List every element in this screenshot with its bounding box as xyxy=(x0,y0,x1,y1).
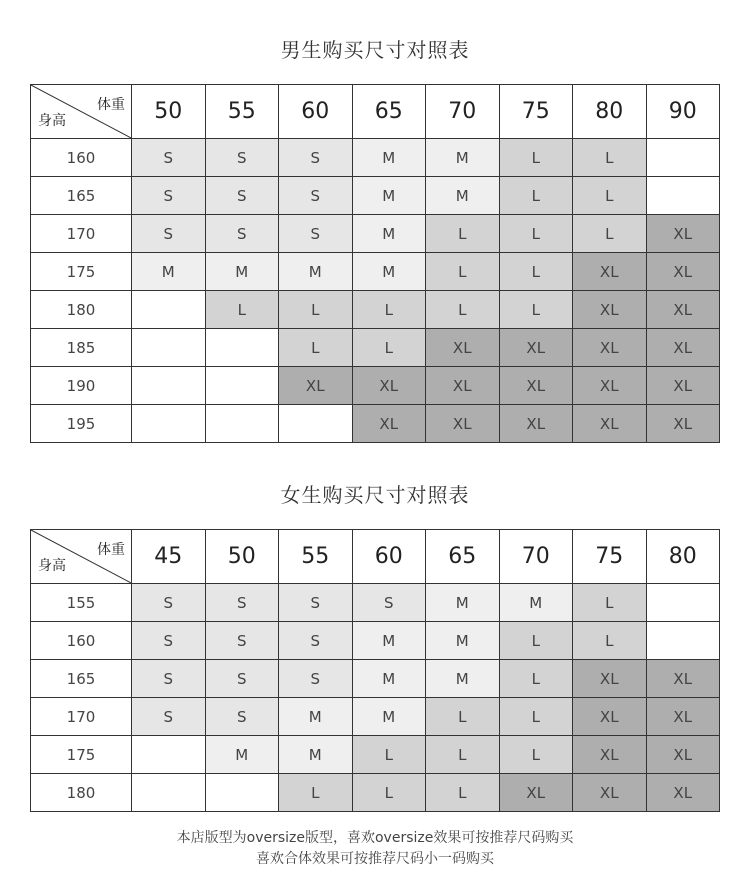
size-cell: S xyxy=(132,177,206,215)
empty-size-cell xyxy=(132,291,206,329)
size-cell: M xyxy=(426,660,500,698)
empty-size-cell xyxy=(132,736,206,774)
size-cell: S xyxy=(205,139,279,177)
size-cell: XL xyxy=(573,774,647,812)
size-cell: S xyxy=(205,584,279,622)
weight-header-cell: 80 xyxy=(646,530,720,584)
size-cell: L xyxy=(426,291,500,329)
weight-header-cell: 75 xyxy=(499,85,573,139)
size-cell: XL xyxy=(646,405,720,443)
size-cell: L xyxy=(426,215,500,253)
height-cell: 175 xyxy=(31,253,132,291)
size-cell: M xyxy=(352,253,426,291)
size-cell: XL xyxy=(646,698,720,736)
size-row xyxy=(31,622,720,660)
size-cell: L xyxy=(352,774,426,812)
size-row xyxy=(31,774,720,812)
size-cell: L xyxy=(499,139,573,177)
weight-header-cell: 50 xyxy=(205,530,279,584)
size-cell: XL xyxy=(646,291,720,329)
size-cell: M xyxy=(205,253,279,291)
size-cell: XL xyxy=(646,367,720,405)
size-cell: XL xyxy=(646,329,720,367)
corner-header-cell xyxy=(31,530,132,584)
size-cell: S xyxy=(132,139,206,177)
size-cell: L xyxy=(352,291,426,329)
size-cell: M xyxy=(352,215,426,253)
size-cell: S xyxy=(132,215,206,253)
empty-size-cell xyxy=(646,584,720,622)
size-cell: L xyxy=(573,215,647,253)
size-cell: XL xyxy=(352,367,426,405)
size-cell: L xyxy=(573,622,647,660)
height-cell: 165 xyxy=(31,660,132,698)
size-row xyxy=(31,215,720,253)
size-cell: L xyxy=(352,329,426,367)
size-cell: S xyxy=(132,584,206,622)
size-cell: L xyxy=(426,736,500,774)
size-cell: L xyxy=(279,774,353,812)
size-row xyxy=(31,698,720,736)
empty-size-cell xyxy=(205,329,279,367)
height-cell: 165 xyxy=(31,177,132,215)
height-cell: 170 xyxy=(31,698,132,736)
women-size-chart-table xyxy=(30,529,720,812)
size-cell: M xyxy=(279,736,353,774)
height-axis-label: 身高 xyxy=(38,558,66,574)
size-cell: L xyxy=(352,736,426,774)
size-cell: L xyxy=(499,177,573,215)
height-cell: 160 xyxy=(31,139,132,177)
size-cell: S xyxy=(352,584,426,622)
size-cell: S xyxy=(279,139,353,177)
size-cell: L xyxy=(573,139,647,177)
size-cell: L xyxy=(426,698,500,736)
men-size-chart-title: 男生购买尺寸对照表 xyxy=(280,38,470,62)
size-cell: M xyxy=(352,698,426,736)
size-cell: L xyxy=(499,698,573,736)
size-row xyxy=(31,660,720,698)
size-cell: M xyxy=(279,698,353,736)
empty-size-cell xyxy=(132,329,206,367)
size-row xyxy=(31,329,720,367)
size-cell: S xyxy=(279,177,353,215)
weight-header-cell: 90 xyxy=(646,85,720,139)
height-cell: 180 xyxy=(31,774,132,812)
size-cell: XL xyxy=(426,329,500,367)
size-cell: XL xyxy=(646,660,720,698)
height-cell: 160 xyxy=(31,622,132,660)
weight-axis-label: 体重 xyxy=(97,542,125,558)
empty-size-cell xyxy=(646,622,720,660)
weight-header-cell: 70 xyxy=(426,85,500,139)
size-cell: M xyxy=(279,253,353,291)
empty-size-cell xyxy=(205,774,279,812)
weight-header-cell: 50 xyxy=(132,85,206,139)
size-cell: M xyxy=(426,584,500,622)
empty-size-cell xyxy=(132,367,206,405)
size-cell: S xyxy=(132,698,206,736)
size-cell: S xyxy=(279,215,353,253)
size-cell: M xyxy=(132,253,206,291)
size-cell: XL xyxy=(646,215,720,253)
empty-size-cell xyxy=(646,177,720,215)
size-cell: L xyxy=(499,736,573,774)
size-cell: L xyxy=(499,622,573,660)
size-row xyxy=(31,177,720,215)
weight-header-cell: 65 xyxy=(352,85,426,139)
size-row xyxy=(31,291,720,329)
weight-header-row xyxy=(31,85,720,139)
empty-size-cell xyxy=(646,139,720,177)
size-cell: XL xyxy=(499,329,573,367)
size-cell: XL xyxy=(499,367,573,405)
size-cell: XL xyxy=(426,405,500,443)
weight-header-cell: 80 xyxy=(573,85,647,139)
size-cell: M xyxy=(352,622,426,660)
size-cell: M xyxy=(426,139,500,177)
size-cell: L xyxy=(426,253,500,291)
size-cell: XL xyxy=(573,698,647,736)
corner-header-cell xyxy=(31,85,132,139)
size-cell: M xyxy=(352,660,426,698)
size-cell: S xyxy=(279,584,353,622)
size-cell: L xyxy=(499,291,573,329)
size-cell: L xyxy=(499,215,573,253)
size-cell: XL xyxy=(573,736,647,774)
height-cell: 185 xyxy=(31,329,132,367)
empty-size-cell xyxy=(132,405,206,443)
size-cell: XL xyxy=(426,367,500,405)
size-cell: XL xyxy=(279,367,353,405)
size-cell: L xyxy=(499,660,573,698)
size-cell: XL xyxy=(499,405,573,443)
size-row xyxy=(31,367,720,405)
size-row xyxy=(31,253,720,291)
size-cell: S xyxy=(132,622,206,660)
weight-header-cell: 55 xyxy=(205,85,279,139)
size-cell: XL xyxy=(573,253,647,291)
height-cell: 175 xyxy=(31,736,132,774)
size-row xyxy=(31,139,720,177)
weight-header-row xyxy=(31,530,720,584)
weight-header-cell: 75 xyxy=(573,530,647,584)
size-cell: S xyxy=(205,698,279,736)
size-cell: L xyxy=(426,774,500,812)
women-size-chart-title: 女生购买尺寸对照表 xyxy=(280,483,470,507)
fit-note-regular: 喜欢合体效果可按推荐尺码小一码购买 xyxy=(256,851,494,867)
size-cell: XL xyxy=(499,774,573,812)
men-size-chart-table xyxy=(30,84,720,443)
size-cell: S xyxy=(279,622,353,660)
weight-header-cell: 60 xyxy=(352,530,426,584)
size-cell: M xyxy=(499,584,573,622)
size-cell: L xyxy=(573,584,647,622)
weight-header-cell: 45 xyxy=(132,530,206,584)
fit-note-oversize: 本店版型为oversize版型，喜欢oversize效果可按推荐尺码购买 xyxy=(176,830,574,846)
size-row xyxy=(31,405,720,443)
weight-header-cell: 55 xyxy=(279,530,353,584)
height-cell: 155 xyxy=(31,584,132,622)
height-cell: 170 xyxy=(31,215,132,253)
height-cell: 190 xyxy=(31,367,132,405)
size-cell: XL xyxy=(573,367,647,405)
size-cell: S xyxy=(205,660,279,698)
height-axis-label: 身高 xyxy=(38,113,66,129)
size-cell: S xyxy=(132,660,206,698)
size-cell: M xyxy=(426,622,500,660)
size-cell: S xyxy=(205,177,279,215)
size-cell: XL xyxy=(573,660,647,698)
size-cell: XL xyxy=(646,253,720,291)
weight-header-cell: 60 xyxy=(279,85,353,139)
size-cell: L xyxy=(573,177,647,215)
size-cell: M xyxy=(352,177,426,215)
size-cell: XL xyxy=(573,405,647,443)
size-cell: L xyxy=(205,291,279,329)
size-cell: S xyxy=(205,622,279,660)
empty-size-cell xyxy=(132,774,206,812)
weight-header-cell: 65 xyxy=(426,530,500,584)
size-cell: XL xyxy=(646,774,720,812)
size-cell: XL xyxy=(573,329,647,367)
empty-size-cell xyxy=(279,405,353,443)
size-cell: XL xyxy=(646,736,720,774)
size-row xyxy=(31,736,720,774)
empty-size-cell xyxy=(205,405,279,443)
size-cell: L xyxy=(499,253,573,291)
height-cell: 195 xyxy=(31,405,132,443)
weight-header-cell: 70 xyxy=(499,530,573,584)
height-cell: 180 xyxy=(31,291,132,329)
size-row xyxy=(31,584,720,622)
size-cell: M xyxy=(352,139,426,177)
size-cell: M xyxy=(426,177,500,215)
empty-size-cell xyxy=(205,367,279,405)
size-cell: XL xyxy=(352,405,426,443)
size-cell: S xyxy=(279,660,353,698)
size-cell: S xyxy=(205,215,279,253)
size-cell: L xyxy=(279,291,353,329)
size-cell: XL xyxy=(573,291,647,329)
size-cell: L xyxy=(279,329,353,367)
weight-axis-label: 体重 xyxy=(97,97,125,113)
size-cell: M xyxy=(205,736,279,774)
